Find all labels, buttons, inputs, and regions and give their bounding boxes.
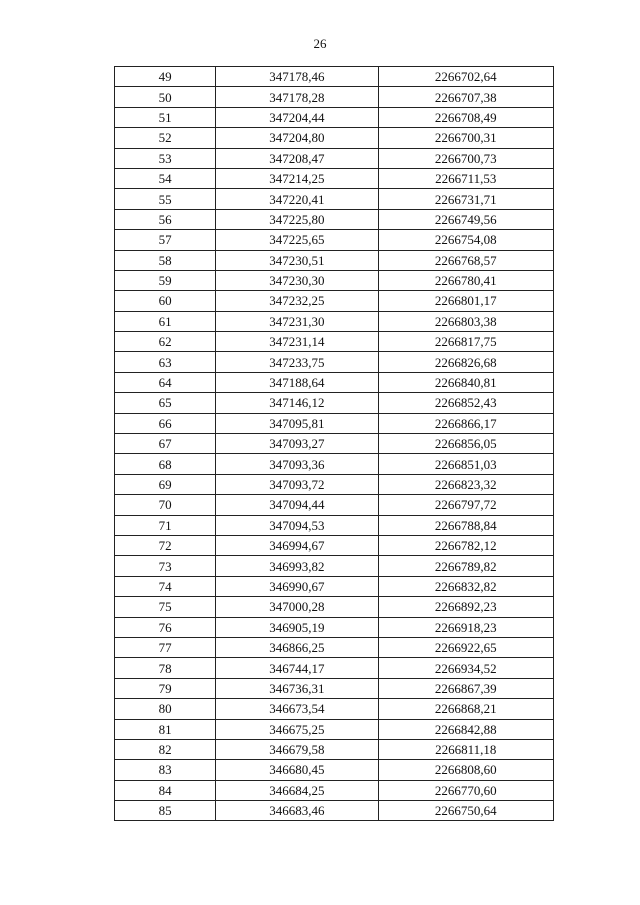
table-row bbox=[115, 128, 554, 148]
y-coordinate-cell: 2266832,82 bbox=[378, 576, 553, 596]
y-coordinate-cell: 2266780,41 bbox=[378, 270, 553, 290]
point-number-cell: 83 bbox=[115, 760, 216, 780]
point-number-cell: 84 bbox=[115, 780, 216, 800]
y-coordinate-cell: 2266808,60 bbox=[378, 760, 553, 780]
point-number-cell: 78 bbox=[115, 658, 216, 678]
table-row bbox=[115, 454, 554, 474]
y-coordinate-cell: 2266823,32 bbox=[378, 474, 553, 494]
point-number-cell: 79 bbox=[115, 678, 216, 698]
y-coordinate-cell: 2266826,68 bbox=[378, 352, 553, 372]
y-coordinate-cell: 2266851,03 bbox=[378, 454, 553, 474]
x-coordinate-cell: 347204,80 bbox=[216, 128, 378, 148]
table-row bbox=[115, 699, 554, 719]
y-coordinate-cell: 2266892,23 bbox=[378, 597, 553, 617]
x-coordinate-cell: 346866,25 bbox=[216, 637, 378, 657]
point-number-cell: 81 bbox=[115, 719, 216, 739]
point-number-cell: 67 bbox=[115, 434, 216, 454]
x-coordinate-cell: 347231,14 bbox=[216, 332, 378, 352]
table-row bbox=[115, 637, 554, 657]
table-row bbox=[115, 760, 554, 780]
x-coordinate-cell: 346990,67 bbox=[216, 576, 378, 596]
x-coordinate-cell: 346905,19 bbox=[216, 617, 378, 637]
x-coordinate-cell: 346744,17 bbox=[216, 658, 378, 678]
table-row bbox=[115, 148, 554, 168]
page-number: 26 bbox=[313, 36, 327, 51]
point-number-cell: 82 bbox=[115, 739, 216, 759]
y-coordinate-cell: 2266811,18 bbox=[378, 739, 553, 759]
point-number-cell: 49 bbox=[115, 67, 216, 87]
table-row bbox=[115, 434, 554, 454]
table-row bbox=[115, 87, 554, 107]
table-row bbox=[115, 739, 554, 759]
point-number-cell: 55 bbox=[115, 189, 216, 209]
y-coordinate-cell: 2266788,84 bbox=[378, 515, 553, 535]
point-number-cell: 61 bbox=[115, 311, 216, 331]
y-coordinate-cell: 2266840,81 bbox=[378, 372, 553, 392]
point-number-cell: 69 bbox=[115, 474, 216, 494]
table-row bbox=[115, 393, 554, 413]
table-row bbox=[115, 495, 554, 515]
point-number-cell: 75 bbox=[115, 597, 216, 617]
table-row bbox=[115, 250, 554, 270]
y-coordinate-cell: 2266731,71 bbox=[378, 189, 553, 209]
point-number-cell: 62 bbox=[115, 332, 216, 352]
y-coordinate-cell: 2266770,60 bbox=[378, 780, 553, 800]
x-coordinate-cell: 347095,81 bbox=[216, 413, 378, 433]
table-row bbox=[115, 617, 554, 637]
y-coordinate-cell: 2266856,05 bbox=[378, 434, 553, 454]
table-row bbox=[115, 556, 554, 576]
y-coordinate-cell: 2266768,57 bbox=[378, 250, 553, 270]
table-row bbox=[115, 372, 554, 392]
x-coordinate-cell: 347232,25 bbox=[216, 291, 378, 311]
x-coordinate-cell: 347093,36 bbox=[216, 454, 378, 474]
point-number-cell: 65 bbox=[115, 393, 216, 413]
table-row bbox=[115, 107, 554, 127]
point-number-cell: 73 bbox=[115, 556, 216, 576]
x-coordinate-cell: 347146,12 bbox=[216, 393, 378, 413]
table-row bbox=[115, 515, 554, 535]
x-coordinate-cell: 347094,53 bbox=[216, 515, 378, 535]
y-coordinate-cell: 2266868,21 bbox=[378, 699, 553, 719]
x-coordinate-cell: 347178,46 bbox=[216, 67, 378, 87]
table-row bbox=[115, 413, 554, 433]
point-number-cell: 76 bbox=[115, 617, 216, 637]
point-number-cell: 72 bbox=[115, 535, 216, 555]
point-number-cell: 66 bbox=[115, 413, 216, 433]
x-coordinate-cell: 347188,64 bbox=[216, 372, 378, 392]
point-number-cell: 71 bbox=[115, 515, 216, 535]
y-coordinate-cell: 2266702,64 bbox=[378, 67, 553, 87]
coordinates-table bbox=[114, 66, 554, 821]
x-coordinate-cell: 347214,25 bbox=[216, 168, 378, 188]
table-row bbox=[115, 576, 554, 596]
y-coordinate-cell: 2266934,52 bbox=[378, 658, 553, 678]
point-number-cell: 52 bbox=[115, 128, 216, 148]
point-number-cell: 58 bbox=[115, 250, 216, 270]
point-number-cell: 63 bbox=[115, 352, 216, 372]
y-coordinate-cell: 2266707,38 bbox=[378, 87, 553, 107]
x-coordinate-cell: 346679,58 bbox=[216, 739, 378, 759]
x-coordinate-cell: 346994,67 bbox=[216, 535, 378, 555]
x-coordinate-cell: 347225,65 bbox=[216, 230, 378, 250]
y-coordinate-cell: 2266754,08 bbox=[378, 230, 553, 250]
x-coordinate-cell: 347208,47 bbox=[216, 148, 378, 168]
y-coordinate-cell: 2266750,64 bbox=[378, 801, 553, 821]
point-number-cell: 59 bbox=[115, 270, 216, 290]
coordinates-table-body bbox=[115, 67, 554, 821]
y-coordinate-cell: 2266803,38 bbox=[378, 311, 553, 331]
x-coordinate-cell: 347094,44 bbox=[216, 495, 378, 515]
x-coordinate-cell: 347230,30 bbox=[216, 270, 378, 290]
x-coordinate-cell: 347000,28 bbox=[216, 597, 378, 617]
table-row bbox=[115, 230, 554, 250]
y-coordinate-cell: 2266700,73 bbox=[378, 148, 553, 168]
point-number-cell: 54 bbox=[115, 168, 216, 188]
table-row bbox=[115, 535, 554, 555]
table-row bbox=[115, 658, 554, 678]
point-number-cell: 51 bbox=[115, 107, 216, 127]
point-number-cell: 80 bbox=[115, 699, 216, 719]
y-coordinate-cell: 2266782,12 bbox=[378, 535, 553, 555]
table-row bbox=[115, 291, 554, 311]
point-number-cell: 56 bbox=[115, 209, 216, 229]
table-row bbox=[115, 597, 554, 617]
x-coordinate-cell: 346683,46 bbox=[216, 801, 378, 821]
x-coordinate-cell: 346684,25 bbox=[216, 780, 378, 800]
point-number-cell: 57 bbox=[115, 230, 216, 250]
x-coordinate-cell: 346673,54 bbox=[216, 699, 378, 719]
table-row bbox=[115, 270, 554, 290]
point-number-cell: 53 bbox=[115, 148, 216, 168]
x-coordinate-cell: 347178,28 bbox=[216, 87, 378, 107]
x-coordinate-cell: 347231,30 bbox=[216, 311, 378, 331]
x-coordinate-cell: 347093,72 bbox=[216, 474, 378, 494]
table-row bbox=[115, 352, 554, 372]
y-coordinate-cell: 2266708,49 bbox=[378, 107, 553, 127]
point-number-cell: 64 bbox=[115, 372, 216, 392]
point-number-cell: 74 bbox=[115, 576, 216, 596]
y-coordinate-cell: 2266749,56 bbox=[378, 209, 553, 229]
point-number-cell: 85 bbox=[115, 801, 216, 821]
table-row bbox=[115, 332, 554, 352]
point-number-cell: 77 bbox=[115, 637, 216, 657]
table-row bbox=[115, 168, 554, 188]
table-row bbox=[115, 209, 554, 229]
x-coordinate-cell: 346680,45 bbox=[216, 760, 378, 780]
table-row bbox=[115, 678, 554, 698]
x-coordinate-cell: 347225,80 bbox=[216, 209, 378, 229]
point-number-cell: 50 bbox=[115, 87, 216, 107]
x-coordinate-cell: 347093,27 bbox=[216, 434, 378, 454]
point-number-cell: 60 bbox=[115, 291, 216, 311]
x-coordinate-cell: 347220,41 bbox=[216, 189, 378, 209]
x-coordinate-cell: 347233,75 bbox=[216, 352, 378, 372]
table-row bbox=[115, 67, 554, 87]
table-row bbox=[115, 189, 554, 209]
y-coordinate-cell: 2266918,23 bbox=[378, 617, 553, 637]
x-coordinate-cell: 347230,51 bbox=[216, 250, 378, 270]
x-coordinate-cell: 346993,82 bbox=[216, 556, 378, 576]
x-coordinate-cell: 347204,44 bbox=[216, 107, 378, 127]
y-coordinate-cell: 2266711,53 bbox=[378, 168, 553, 188]
x-coordinate-cell: 346736,31 bbox=[216, 678, 378, 698]
y-coordinate-cell: 2266817,75 bbox=[378, 332, 553, 352]
table-row bbox=[115, 474, 554, 494]
point-number-cell: 68 bbox=[115, 454, 216, 474]
table-row bbox=[115, 801, 554, 821]
y-coordinate-cell: 2266797,72 bbox=[378, 495, 553, 515]
y-coordinate-cell: 2266852,43 bbox=[378, 393, 553, 413]
table-row bbox=[115, 719, 554, 739]
y-coordinate-cell: 2266801,17 bbox=[378, 291, 553, 311]
table-row bbox=[115, 311, 554, 331]
y-coordinate-cell: 2266866,17 bbox=[378, 413, 553, 433]
table-row bbox=[115, 780, 554, 800]
y-coordinate-cell: 2266789,82 bbox=[378, 556, 553, 576]
x-coordinate-cell: 346675,25 bbox=[216, 719, 378, 739]
y-coordinate-cell: 2266700,31 bbox=[378, 128, 553, 148]
y-coordinate-cell: 2266922,65 bbox=[378, 637, 553, 657]
point-number-cell: 70 bbox=[115, 495, 216, 515]
y-coordinate-cell: 2266842,88 bbox=[378, 719, 553, 739]
y-coordinate-cell: 2266867,39 bbox=[378, 678, 553, 698]
